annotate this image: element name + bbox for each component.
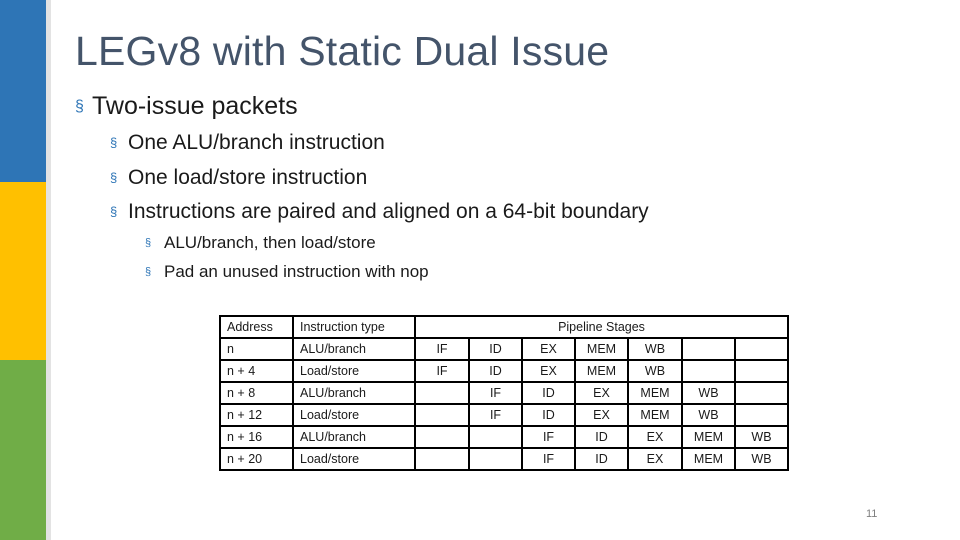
bullet-level3 (145, 233, 376, 253)
page-number: 11 (866, 508, 878, 520)
table-row (220, 404, 788, 426)
header-address: Address (220, 316, 293, 338)
bullet-text: Instructions are paired and aligned on a 64-bit boundary (128, 200, 649, 223)
address-cell: n + 16 (220, 426, 293, 448)
accent-bar-blue (0, 0, 46, 182)
stage-cell: ID (522, 404, 575, 426)
header-instruction-type: Instruction type (293, 316, 415, 338)
stage-cell (682, 360, 735, 382)
address-cell: n + 8 (220, 382, 293, 404)
stage-cell: MEM (628, 382, 682, 404)
stage-cell: EX (522, 360, 575, 382)
stage-cell: IF (522, 448, 575, 470)
bullet-marker: § (110, 135, 118, 150)
accent-bar-green (0, 360, 46, 540)
stage-cell: WB (735, 426, 788, 448)
instruction-type-cell: ALU/branch (293, 338, 415, 360)
address-cell: n + 20 (220, 448, 293, 470)
instruction-type-cell: ALU/branch (293, 382, 415, 404)
stage-cell: IF (415, 360, 469, 382)
stage-cell: IF (415, 338, 469, 360)
stage-cell: IF (469, 404, 522, 426)
stage-cell: MEM (628, 404, 682, 426)
bullet-marker: § (145, 237, 152, 249)
pipeline-table (219, 315, 789, 471)
stage-cell: MEM (682, 448, 735, 470)
address-cell: n + 12 (220, 404, 293, 426)
header-pipeline-stages: Pipeline Stages (415, 316, 788, 338)
stage-cell: ID (575, 426, 628, 448)
stage-cell: ID (469, 360, 522, 382)
bullet-text: One ALU/branch instruction (128, 131, 385, 154)
stage-cell: ID (575, 448, 628, 470)
stage-cell (469, 426, 522, 448)
address-cell: n (220, 338, 293, 360)
stage-cell (415, 448, 469, 470)
accent-bar-yellow (0, 182, 46, 360)
stage-cell (735, 382, 788, 404)
stage-cell: MEM (682, 426, 735, 448)
stage-cell: EX (628, 448, 682, 470)
bullet-level2 (110, 166, 367, 190)
bullet-text: One load/store instruction (128, 166, 368, 189)
stage-cell: ID (469, 338, 522, 360)
stage-cell (415, 404, 469, 426)
table-row (220, 360, 788, 382)
stage-cell: ID (522, 382, 575, 404)
stage-cell (735, 404, 788, 426)
accent-divider (46, 0, 51, 540)
bullet-level1 (75, 92, 298, 121)
stage-cell: MEM (575, 360, 628, 382)
stage-cell: WB (682, 404, 735, 426)
stage-cell: EX (522, 338, 575, 360)
stage-cell (415, 382, 469, 404)
stage-cell: EX (628, 426, 682, 448)
stage-cell (415, 426, 469, 448)
bullet-marker: § (110, 170, 118, 185)
bullet-marker: § (75, 98, 84, 115)
instruction-type-cell: ALU/branch (293, 426, 415, 448)
instruction-type-cell: Load/store (293, 404, 415, 426)
instruction-type-cell: Load/store (293, 448, 415, 470)
table-row (220, 426, 788, 448)
bullet-text: Two-issue packets (92, 92, 298, 120)
stage-cell: WB (682, 382, 735, 404)
instruction-type-cell: Load/store (293, 360, 415, 382)
stage-cell (735, 338, 788, 360)
table-row (220, 382, 788, 404)
bullet-text: Pad an unused instruction with nop (164, 262, 429, 281)
address-cell: n + 4 (220, 360, 293, 382)
table-header-row (220, 316, 788, 338)
stage-cell (682, 338, 735, 360)
bullet-text: ALU/branch, then load/store (164, 233, 376, 252)
stage-cell: IF (522, 426, 575, 448)
table-row (220, 448, 788, 470)
stage-cell (469, 448, 522, 470)
stage-cell: WB (628, 360, 682, 382)
stage-cell: EX (575, 382, 628, 404)
stage-cell: IF (469, 382, 522, 404)
stage-cell: MEM (575, 338, 628, 360)
bullet-marker: § (110, 204, 118, 219)
stage-cell: WB (628, 338, 682, 360)
bullet-level3 (145, 262, 429, 282)
bullet-marker: § (145, 266, 152, 278)
bullet-level2 (110, 131, 385, 155)
stage-cell: WB (735, 448, 788, 470)
slide-title: LEGv8 with Static Dual Issue (75, 28, 610, 74)
table-row (220, 338, 788, 360)
stage-cell: EX (575, 404, 628, 426)
stage-cell (735, 360, 788, 382)
bullet-level2 (110, 200, 649, 224)
